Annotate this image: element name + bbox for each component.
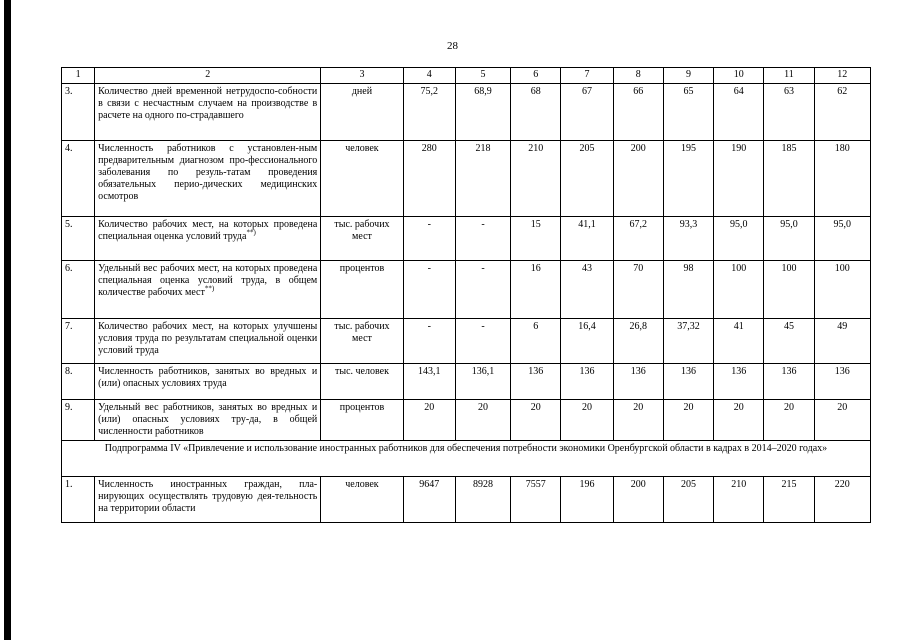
page-number: 28 (447, 40, 458, 52)
value-cell: 68,9 (455, 84, 510, 141)
scan-edge-bar (4, 0, 11, 640)
unit-cell: тыс. рабочих мест (321, 217, 403, 261)
value-cell: 200 (613, 141, 663, 217)
value-cell: 220 (814, 477, 870, 523)
value-cell: 7557 (511, 477, 561, 523)
unit-cell: тыс. человек (321, 364, 403, 400)
column-header: 10 (714, 68, 764, 84)
value-cell: - (403, 217, 455, 261)
value-cell: 64 (714, 84, 764, 141)
value-cell: 136,1 (455, 364, 510, 400)
value-cell: 136 (814, 364, 870, 400)
value-cell: 180 (814, 141, 870, 217)
value-cell: 20 (511, 400, 561, 441)
column-header: 5 (455, 68, 510, 84)
value-cell: 218 (455, 141, 510, 217)
value-cell: 95,0 (764, 217, 814, 261)
unit-cell: дней (321, 84, 403, 141)
value-cell: 67,2 (613, 217, 663, 261)
value-cell: 20 (613, 400, 663, 441)
unit-cell: процентов (321, 261, 403, 319)
footnote-mark: **) (246, 228, 256, 237)
row-number: 4. (62, 141, 95, 217)
indicators-table (61, 67, 871, 523)
value-cell: 15 (511, 217, 561, 261)
table-row (62, 319, 871, 364)
value-cell: 16 (511, 261, 561, 319)
row-number: 6. (62, 261, 95, 319)
indicator-text: Численность работников с установлен-ным предварительным диагнозом про-фессионального заболевания по резуль-татам проведения обязательных перио-дических медицинских осмотров (98, 143, 318, 202)
value-cell: 49 (814, 319, 870, 364)
value-cell: 136 (663, 364, 713, 400)
table-row (62, 84, 871, 141)
table-row (62, 217, 871, 261)
indicator-name (95, 364, 321, 400)
indicator-text: Удельный вес работников, занятых во вредных и (или) опасных условиях тру-да, в общей численности работников (98, 402, 318, 437)
row-number: 9. (62, 400, 95, 441)
value-cell: 26,8 (613, 319, 663, 364)
value-cell: 100 (764, 261, 814, 319)
indicator-name (95, 477, 321, 523)
value-cell: 68 (511, 84, 561, 141)
value-cell: - (403, 319, 455, 364)
column-header: 6 (511, 68, 561, 84)
row-number: 7. (62, 319, 95, 364)
value-cell: 9647 (403, 477, 455, 523)
value-cell: 62 (814, 84, 870, 141)
value-cell: 93,3 (663, 217, 713, 261)
value-cell: 95,0 (714, 217, 764, 261)
value-cell: 75,2 (403, 84, 455, 141)
value-cell: 205 (561, 141, 613, 217)
value-cell: 136 (714, 364, 764, 400)
unit-cell: процентов (321, 400, 403, 441)
indicator-name (95, 141, 321, 217)
value-cell: 185 (764, 141, 814, 217)
value-cell: 41 (714, 319, 764, 364)
value-cell: 100 (714, 261, 764, 319)
indicator-text: Численность иностранных граждан, пла-нирующих осуществлять трудовую дея-тельность на территории области (98, 479, 318, 514)
indicator-name (95, 84, 321, 141)
value-cell: 136 (764, 364, 814, 400)
value-cell: - (455, 319, 510, 364)
unit-cell: тыс. рабочих мест (321, 319, 403, 364)
table-row (62, 477, 871, 523)
value-cell: 205 (663, 477, 713, 523)
column-header: 12 (814, 68, 870, 84)
value-cell: 136 (561, 364, 613, 400)
column-header: 1 (62, 68, 95, 84)
table-row (62, 141, 871, 217)
value-cell: 67 (561, 84, 613, 141)
value-cell: 95,0 (814, 217, 870, 261)
column-header: 11 (764, 68, 814, 84)
unit-cell: человек (321, 141, 403, 217)
value-cell: 136 (511, 364, 561, 400)
value-cell: 190 (714, 141, 764, 217)
unit-cell: человек (321, 477, 403, 523)
value-cell: 65 (663, 84, 713, 141)
value-cell: 143,1 (403, 364, 455, 400)
indicator-name (95, 400, 321, 441)
value-cell: - (455, 261, 510, 319)
value-cell: 98 (663, 261, 713, 319)
indicator-text: Удельный вес рабочих мест, на которых проведена специальная оценка условий труда, в общем количестве рабочих мест (98, 263, 318, 298)
indicator-text: Количество рабочих мест, на которых проведена специальная оценка условий труда (98, 219, 318, 242)
table-body (62, 68, 871, 523)
value-cell: 70 (613, 261, 663, 319)
row-number: 3. (62, 84, 95, 141)
value-cell: 66 (613, 84, 663, 141)
value-cell: 196 (561, 477, 613, 523)
value-cell: 195 (663, 141, 713, 217)
column-header: 2 (95, 68, 321, 84)
column-header: 4 (403, 68, 455, 84)
subprogram-row (62, 441, 871, 477)
value-cell: - (455, 217, 510, 261)
value-cell: 45 (764, 319, 814, 364)
row-number: 5. (62, 217, 95, 261)
row-number: 8. (62, 364, 95, 400)
value-cell: - (403, 261, 455, 319)
value-cell: 280 (403, 141, 455, 217)
value-cell: 200 (613, 477, 663, 523)
value-cell: 20 (714, 400, 764, 441)
row-number: 1. (62, 477, 95, 523)
subprogram-title: Подпрограмма IV «Привлечение и использование иностранных работников для обеспечения потребности экономики Оренбургской области в кадрах в 2014–2020 годах» (62, 441, 871, 477)
indicator-text: Численность работников, занятых во вредных и (или) опасных условиях труда (98, 366, 318, 389)
value-cell: 20 (663, 400, 713, 441)
value-cell: 43 (561, 261, 613, 319)
column-header: 8 (613, 68, 663, 84)
value-cell: 6 (511, 319, 561, 364)
value-cell: 20 (561, 400, 613, 441)
value-cell: 20 (455, 400, 510, 441)
table-row (62, 364, 871, 400)
value-cell: 210 (511, 141, 561, 217)
value-cell: 63 (764, 84, 814, 141)
table-row (62, 400, 871, 441)
table-row (62, 261, 871, 319)
column-header: 9 (663, 68, 713, 84)
indicator-text: Количество рабочих мест, на которых улучшены условия труда по результатам специальной оценки условий труда (98, 321, 318, 356)
value-cell: 8928 (455, 477, 510, 523)
indicator-name (95, 319, 321, 364)
value-cell: 210 (714, 477, 764, 523)
header-row (62, 68, 871, 84)
value-cell: 136 (613, 364, 663, 400)
value-cell: 215 (764, 477, 814, 523)
indicator-text: Количество дней временной нетрудоспо-собности в связи с несчастным случаем на производстве в расчете на одного по-страдавшего (98, 86, 318, 121)
value-cell: 20 (403, 400, 455, 441)
value-cell: 41,1 (561, 217, 613, 261)
indicator-name (95, 217, 321, 261)
indicator-name (95, 261, 321, 319)
column-header: 3 (321, 68, 403, 84)
column-header: 7 (561, 68, 613, 84)
value-cell: 37,32 (663, 319, 713, 364)
footnote-mark: **) (204, 284, 215, 293)
value-cell: 20 (764, 400, 814, 441)
value-cell: 100 (814, 261, 870, 319)
value-cell: 20 (814, 400, 870, 441)
value-cell: 16,4 (561, 319, 613, 364)
